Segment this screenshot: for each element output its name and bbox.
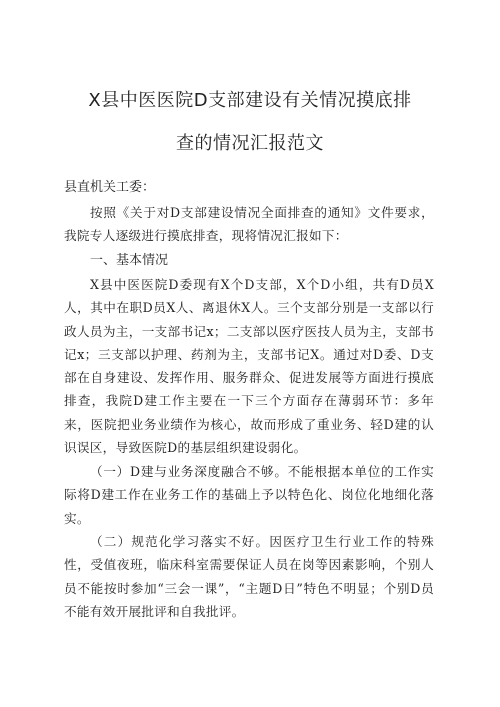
section-heading: 一、基本情况 [90, 253, 169, 268]
body-paragraph-situation: X县中医医院D委现有X个D支部，X个D小组，共有D员X人，其中在职D员X人、离退休X人。三个支部分别是一支部以行政人员为主，一支部书记x；二支部以医疗医技人员为主，支部书记x；三支部以护理、药剂为主，支部书记X。通过对D委、D支部在自身建设、发挥作用、服务群众、促进发展等方面进行摸底排查，我院D建工作主要在一下三个方面存在薄弱环节：多年来，医院把业务业绩作为核心，故而形成了重业务、轻D建的认识误区，导致医院D的基层组织建设弱化。 [64, 277, 434, 456]
body-paragraph-item-1: （一）D建与业务深度融合不够。不能根据本单位的工作实际将D建工作在业务工作的基础上予以特色化、岗位化地细化落实。 [64, 464, 434, 526]
intro-paragraph: 按照《关于对D支部建设情况全面排查的通知》文件要求，我院专人逐级进行摸底排查，现将情况汇报如下： [64, 205, 434, 244]
salutation: 县直机关工委： [64, 180, 156, 195]
document-title-line-1: X县中医医院D支部建设有关情况摸底排 [88, 90, 412, 111]
document-title-line-2: 查的情况汇报范文 [176, 133, 324, 154]
body-paragraph-item-2: （二）规范化学习落实不好。因医疗卫生行业工作的特殊性，受值夜班，临床科室需要保证人员在岗等因素影响，个别人员不能按时参加“三会一课”，“主题D日”特色不明显；个别D员不能有效开展批评和自我批评。 [64, 534, 434, 619]
